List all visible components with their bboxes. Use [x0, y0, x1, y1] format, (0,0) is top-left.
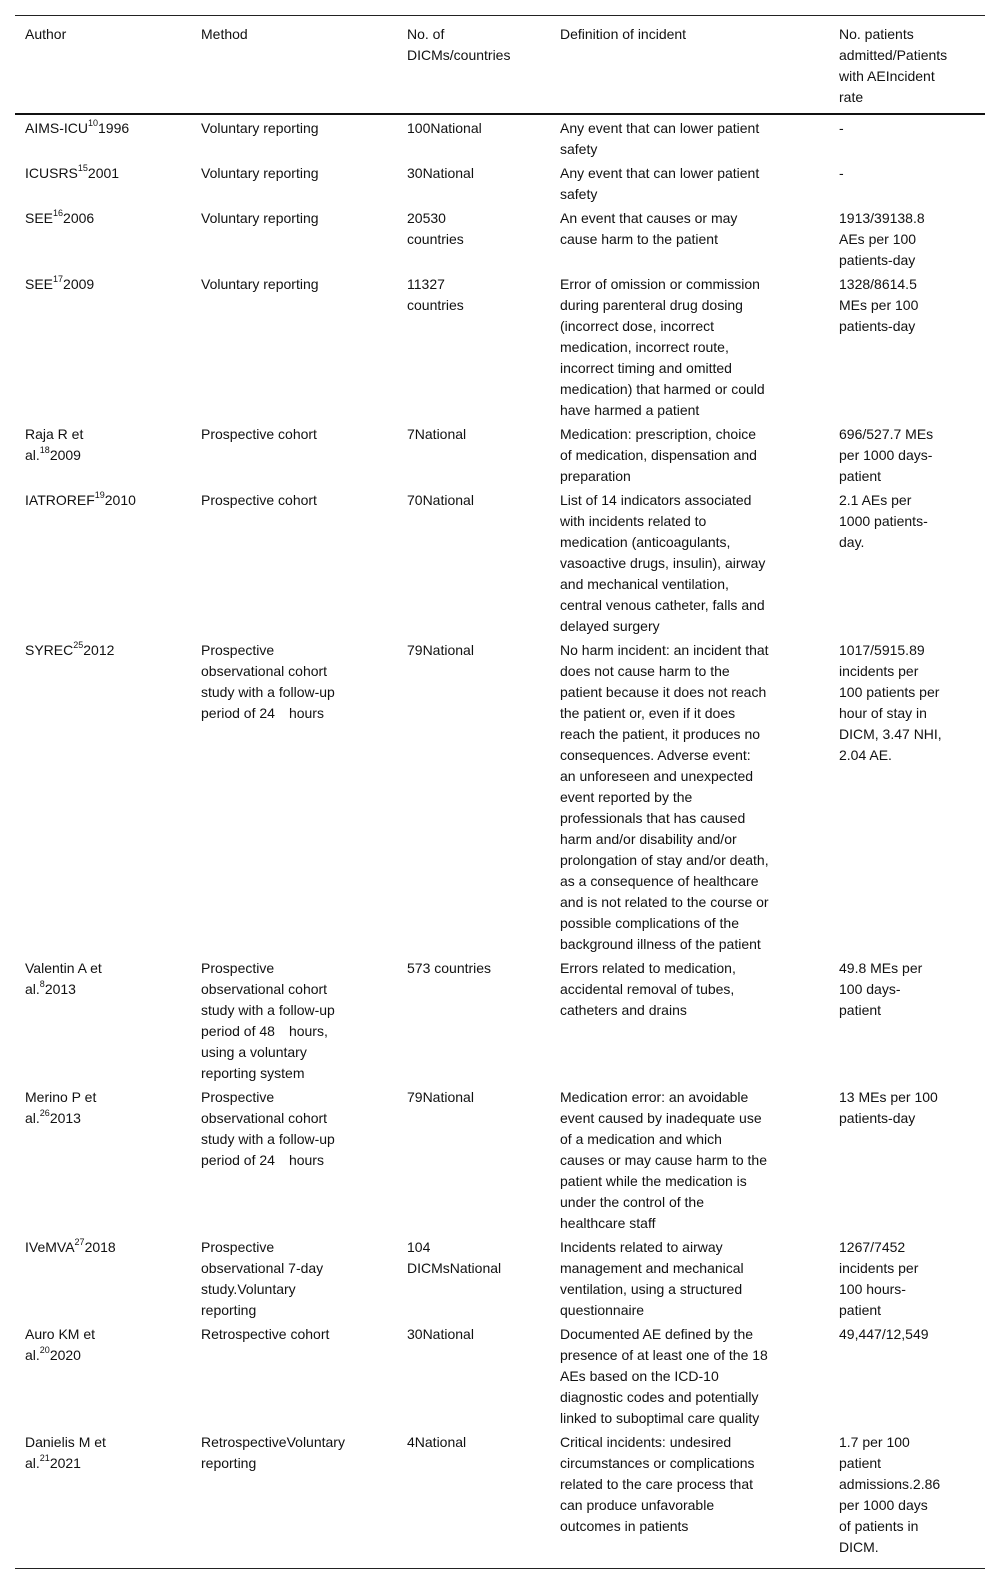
header-method: Method: [201, 26, 248, 42]
units-cell: 104 DICMsNational: [407, 1239, 502, 1276]
incident-studies-table: [15, 15, 985, 1569]
definition-cell: Incidents related to airway management and mechanical ventilation, using a structured questionnaire: [560, 1239, 744, 1318]
author-cell: [15, 160, 201, 205]
definition-cell: Medication: prescription, choice of medication, dispensation and preparation: [560, 426, 757, 484]
author-year: 2009: [63, 276, 95, 292]
table-row: [15, 1429, 985, 1569]
author-name: Danielis M et al.: [25, 1434, 106, 1471]
rate-cell: 1.7 per 100 patient admissions.2.86 per 1000 days of patients in DICM.: [839, 1434, 941, 1555]
table-row: [15, 421, 985, 487]
table-row: [15, 1084, 985, 1234]
author-name: IVeMVA: [25, 1239, 75, 1255]
author-year: 2001: [87, 165, 120, 181]
table-row: [15, 637, 985, 955]
units-cell: 30National: [407, 165, 474, 181]
rate-cell: 1328/8614.5 MEs per 100 patients-day: [839, 276, 919, 334]
rate-cell: 696/527.7 MEs per 1000 days- patient: [839, 426, 934, 484]
author-cell: [15, 271, 201, 421]
author-cell: [15, 1321, 201, 1429]
rate-cell: 13 MEs per 100 patients-day: [839, 1089, 938, 1126]
units-cell: 100National: [407, 120, 482, 136]
rate-cell: 1267/7452 incidents per 100 hours- patient: [839, 1239, 919, 1318]
units-cell: 30National: [407, 1326, 474, 1342]
definition-cell: Errors related to medication, accidental removal of tubes, catheters and drains: [560, 960, 736, 1018]
author-year: 2012: [83, 642, 115, 658]
author-cell: [15, 205, 201, 271]
author-year: 1996: [98, 120, 130, 136]
definition-cell: Error of omission or commission during parenteral drug dosing (incorrect dose, incorrect medication, incorrect route, incorrect timing and omitted medication) that harmed or could have harmed a patient: [560, 276, 765, 418]
method-cell: Prospective observational cohort study with a follow-up period of 24 hours: [201, 642, 335, 721]
units-cell: 573 countries: [407, 960, 492, 976]
author-year: 2020: [49, 1347, 81, 1363]
rate-cell: -: [839, 120, 844, 136]
definition-cell: Any event that can lower patient safety: [560, 120, 760, 157]
definition-cell: An event that causes or may cause harm to the patient: [560, 210, 738, 247]
reference-number: 20: [39, 1345, 50, 1355]
method-cell: Prospective cohort: [201, 426, 317, 442]
reference-number: 17: [53, 274, 64, 284]
author-year: 2006: [63, 210, 95, 226]
author-name: SYREC: [25, 642, 74, 658]
reference-number: 26: [39, 1108, 50, 1118]
table-row: [15, 487, 985, 637]
header-rate: No. patients admitted/Patients with AEIncident rate: [839, 26, 948, 105]
author-name: Auro KM et al.: [25, 1326, 96, 1363]
author-year: 2010: [104, 492, 136, 508]
author-year: 2021: [49, 1455, 81, 1471]
author-name: ICUSRS: [25, 165, 78, 181]
definition-cell: Documented AE defined by the presence of at least one of the 18 AEs based on the ICD-10 diagnostic codes and potentially linked to suboptimal care quality: [560, 1326, 768, 1426]
table-row: [15, 1321, 985, 1429]
author-cell: [15, 487, 201, 637]
author-name: SEE: [25, 276, 54, 292]
units-cell: 4National: [407, 1434, 467, 1450]
rate-cell: 49,447/12,549: [839, 1326, 929, 1342]
reference-number: 21: [39, 1453, 50, 1463]
units-cell: 11327 countries: [407, 276, 464, 313]
rate-cell: 1913/39138.8 AEs per 100 patients-day: [839, 210, 925, 268]
method-cell: Prospective observational cohort study with a follow-up period of 48 hours, using a voluntary reporting system: [201, 960, 335, 1081]
reference-number: 15: [77, 163, 88, 173]
method-cell: Voluntary reporting: [201, 210, 319, 226]
rate-cell: 2.1 AEs per 1000 patients- day.: [839, 492, 928, 550]
method-cell: Prospective observational 7-day study.Voluntary reporting: [201, 1239, 324, 1318]
method-cell: Prospective observational cohort study with a follow-up period of 24 hours: [201, 1089, 335, 1168]
header-definition: Definition of incident: [560, 26, 687, 42]
author-cell: [15, 637, 201, 955]
reference-number: 18: [39, 445, 50, 455]
method-cell: RetrospectiveVoluntary reporting: [201, 1434, 345, 1471]
method-cell: Voluntary reporting: [201, 276, 319, 292]
reference-number: 27: [74, 1237, 85, 1247]
reference-number: 10: [88, 118, 99, 128]
author-name: Raja R et al.: [25, 426, 84, 463]
table-row: [15, 1234, 985, 1321]
method-cell: Voluntary reporting: [201, 120, 319, 136]
table-row: [15, 114, 985, 160]
units-cell: 70National: [407, 492, 474, 508]
method-cell: Prospective cohort: [201, 492, 317, 508]
rate-cell: 1017/5915.89 incidents per 100 patients per hour of stay in DICM, 3.47 NHI, 2.04 AE.: [839, 642, 942, 763]
units-cell: 79National: [407, 1089, 474, 1105]
definition-cell: List of 14 indicators associated with incidents related to medication (anticoagulants, vasoactive drugs, insulin), airway and mechanical ventilation, central venous catheter, falls and delayed surgery: [560, 492, 766, 634]
table-row: [15, 160, 985, 205]
author-year: 2013: [49, 1110, 81, 1126]
author-cell: [15, 1234, 201, 1321]
reference-number: 8: [39, 979, 45, 989]
reference-number: 25: [73, 640, 84, 650]
definition-cell: Any event that can lower patient safety: [560, 165, 760, 202]
table-row: [15, 955, 985, 1084]
units-cell: 7National: [407, 426, 467, 442]
rate-cell: -: [839, 165, 844, 181]
author-year: 2018: [84, 1239, 116, 1255]
method-cell: Retrospective cohort: [201, 1326, 330, 1342]
reference-number: 19: [94, 490, 105, 500]
author-year: 2009: [49, 447, 81, 463]
header-units: No. of DICMs/countries: [407, 26, 511, 63]
definition-cell: No harm incident: an incident that does not cause harm to the patient because it does not reach the patient or, even if it does reach the patient, it produces no consequences. Adverse event: an unforeseen and unexpected event reported by the professionals that has caused harm and/or disability and/or prolongation of stay and/or death, as a consequence of healthcare and is not related to the course or possible complications of the background illness of the patient: [560, 642, 769, 952]
author-year: 2013: [44, 981, 76, 997]
author-cell: [15, 955, 201, 1084]
definition-cell: Medication error: an avoidable event caused by inadequate use of a medication and which causes or may cause harm to the patient while the medication is under the control of the healthcare staff: [560, 1089, 767, 1231]
author-cell: [15, 1429, 201, 1569]
author-name: Merino P et al.: [25, 1089, 97, 1126]
table-header-row: [15, 16, 985, 115]
author-cell: [15, 421, 201, 487]
units-cell: 79National: [407, 642, 474, 658]
author-name: SEE: [25, 210, 54, 226]
reference-number: 16: [53, 208, 64, 218]
definition-cell: Critical incidents: undesired circumstances or complications related to the care process that can produce unfavorable outcomes in patients: [560, 1434, 755, 1534]
author-cell: [15, 1084, 201, 1234]
author-name: IATROREF: [25, 492, 95, 508]
table-row: [15, 205, 985, 271]
units-cell: 20530 countries: [407, 210, 464, 247]
table-row: [15, 271, 985, 421]
author-name: Valentin A et al.: [25, 960, 102, 997]
method-cell: Voluntary reporting: [201, 165, 319, 181]
author-cell: [15, 114, 201, 160]
rate-cell: 49.8 MEs per 100 days- patient: [839, 960, 923, 1018]
author-name: AIMS-ICU: [25, 120, 88, 136]
header-author: Author: [25, 26, 67, 42]
